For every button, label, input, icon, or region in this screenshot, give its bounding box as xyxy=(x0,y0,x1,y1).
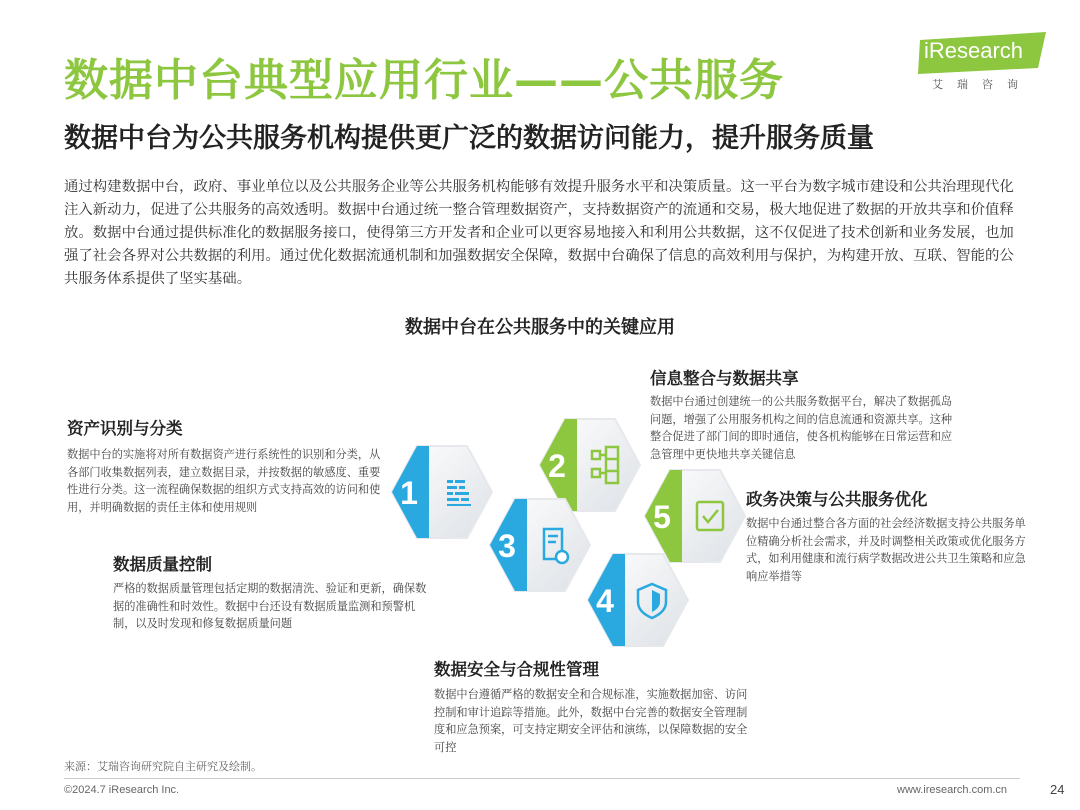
diagram-title: 数据中台在公共服务中的关键应用 xyxy=(405,317,675,338)
hexagon-number-5: 5 xyxy=(653,499,671,535)
logo-brand: iResearch xyxy=(924,38,1024,63)
item-1-desc: 数据中台的实施将对所有数据资产进行系统性的识别和分类，从各部门收集数据列表，建立数据目录，并按数据的敏感度、重要性进行分类。这一流程确保数据的组织方式支持高效的访问和使用，并明确数据的责任主体和使用规则 xyxy=(67,448,381,514)
item-3-title: 数据质量控制 xyxy=(113,555,212,574)
hexagon-5 xyxy=(645,470,745,562)
hexagon-number-2: 2 xyxy=(548,448,566,484)
item-5-desc: 数据中台通过整合各方面的社会经济数据支持公共服务单位精确分析社会需求，并及时调整相关政策或优化服务方式，如利用健康和流行病学数据改进公共卫生策略和应急响应举措等 xyxy=(746,517,1026,583)
page-number: 24 xyxy=(1050,782,1065,797)
hexagon-number-4: 4 xyxy=(596,583,614,619)
hexagon-2 xyxy=(540,419,640,511)
item-2-desc: 数据中台通过创建统一的公共服务数据平台，解决了数据孤岛问题，增强了公用服务机构之间的信息流通和资源共享。这种整合促进了部门间的即时通信，使各机构能够在日常运营和应急管理中更快地共享关键信息 xyxy=(650,395,953,461)
page-subtitle: 数据中台为公共服务机构提供更广泛的数据访问能力，提升服务质量 xyxy=(64,123,874,154)
copyright: ©2024.7 iResearch Inc. xyxy=(64,784,180,796)
hexagon-4 xyxy=(588,554,688,646)
hexagon-number-3: 3 xyxy=(498,528,516,564)
iresearch-logo xyxy=(914,28,1054,98)
hexagon-1 xyxy=(392,446,492,538)
source-note: 来源：艾瑞咨询研究院自主研究及绘制。 xyxy=(64,760,262,773)
item-4-desc: 数据中台遵循严格的数据安全和合规标准，实施数据加密、访问控制和审计追踪等措施。此外，数据中台完善的数据安全管理制度和应急预案，可支持定期安全评估和演练，以保障数据的安全可控 xyxy=(434,688,748,754)
item-3-desc: 严格的数据质量管理包括定期的数据清洗、验证和更新，确保数据的准确性和时效性。数据中台还设有数据质量监测和预警机制，以及时发现和修复数据质量问题 xyxy=(113,582,427,630)
item-2-title: 信息整合与数据共享 xyxy=(650,369,799,388)
hexagon-5-wrapper xyxy=(640,466,750,566)
item-1-title: 资产识别与分类 xyxy=(67,419,183,438)
item-5-title: 政务决策与公共服务优化 xyxy=(746,490,928,509)
hexagon-3 xyxy=(490,499,590,591)
hexagon-number-1: 1 xyxy=(400,475,418,511)
website-link[interactable]: www.iresearch.com.cn xyxy=(897,784,1008,796)
intro-paragraph: 通过构建数据中台，政府、事业单位以及公共服务企业等公共服务机构能够有效提升服务水平和决策质量。这一平台为数字城市建设和公共治理现代化注入新动力，促进了公共服务的高效透明。数据中台通过统一整合管理数据资产，支持数据资产的流通和交易，极大地促进了数据的开放共享和价值释放。数据中台通过提供标准化的数据服务接口，使得第三方开发者和企业可以更容易地接入和利用公共数据，这不仅促进了技术创新和业务发展，也加强了社会各界对公共数据的利用。通过优化数据流通机制和加强数据安全保障，数据中台确保了信息的高效利用与保护，为构建开放、互联、智能的公共服务体系提供了坚实基础。 xyxy=(64,179,1014,287)
footer-divider xyxy=(64,778,1020,779)
item-4-title: 数据安全与合规性管理 xyxy=(434,660,599,679)
page-title: 数据中台典型应用行业——公共服务 xyxy=(64,55,784,106)
logo-subtitle: 艾瑞咨询 xyxy=(932,78,1032,91)
